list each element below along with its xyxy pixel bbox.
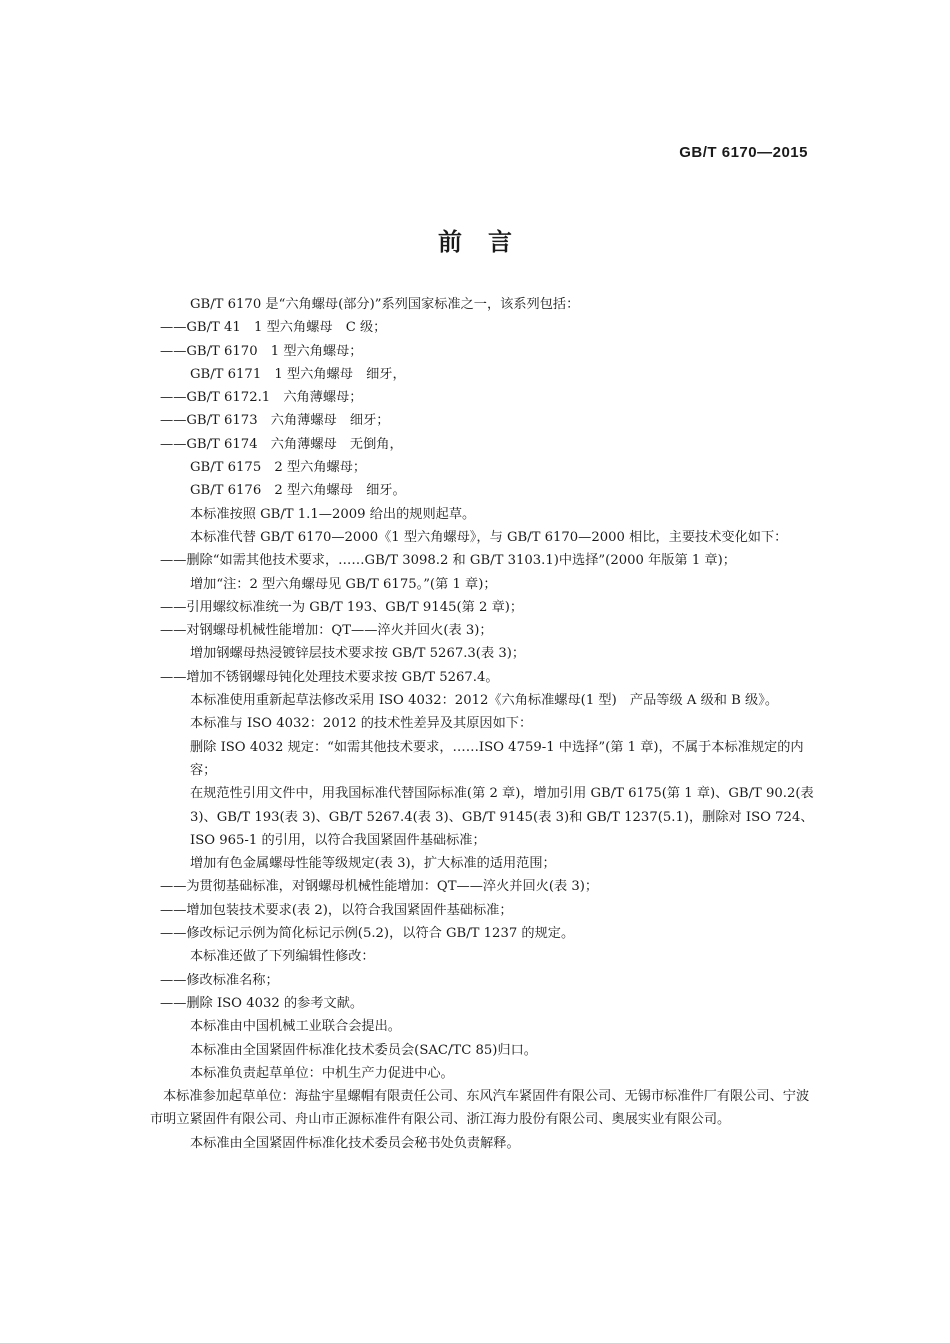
paragraph: ——删除 ISO 4032 的参考文献。	[160, 995, 364, 1011]
paragraph: 增加钢螺母热浸镀锌层技术要求按 GB/T 5267.3(表 3)；	[190, 646, 526, 662]
paragraph: ——增加不锈钢螺母钝化处理技术要求按 GB/T 5267.4。	[160, 669, 499, 685]
paragraph: ——GB/T 6170 1 型六角螺母；	[160, 343, 363, 359]
paragraph: ——GB/T 6173 六角薄螺母 细牙；	[160, 413, 390, 429]
standard-number: GB/T 6170—2015	[679, 144, 808, 161]
paragraph: ——引用螺纹标准统一为 GB/T 193、GB/T 9145(第 2 章)；	[160, 599, 524, 615]
paragraph: GB/T 6176 2 型六角螺母 细牙。	[190, 483, 406, 499]
paragraph: GB/T 6170 是“六角螺母(部分)”系列国家标准之一，该系列包括：	[190, 297, 580, 312]
paragraph: 本标准由全国紧固件标准化技术委员会(SAC/TC 85)归口。	[190, 1042, 537, 1058]
paragraph: ——修改标准名称；	[160, 972, 279, 988]
paragraph: 本标准由全国紧固件标准化技术委员会秘书处负责解释。	[190, 1135, 520, 1151]
paragraph: ——删除“如需其他技术要求，……GB/T 3098.2 和 GB/T 3103.1)中选择”(2000 年版第 1 章)；	[160, 553, 736, 569]
paragraph: 本标准参加起草单位：海盐宇星螺帽有限责任公司、东风汽车紧固件有限公司、无锡市标准件厂有限公司、宁波市明立紧固件有限公司、舟山市正源标准件有限公司、浙江海力股份有限公司、奥展实业有限公司。	[150, 1089, 810, 1128]
paragraph: ——GB/T 6174 六角薄螺母 无倒角，	[160, 436, 403, 452]
paragraph: 本标准还做了下列编辑性修改：	[190, 949, 375, 965]
paragraph: 增加有色金属螺母性能等级规定(表 3)，扩大标准的适用范围；	[190, 856, 556, 872]
paragraph: 本标准由中国机械工业联合会提出。	[190, 1019, 401, 1035]
paragraph: ——GB/T 6172.1 六角薄螺母；	[160, 390, 363, 406]
page-title: 前言	[438, 227, 538, 256]
paragraph: GB/T 6175 2 型六角螺母；	[190, 460, 367, 476]
paragraph: 在规范性引用文件中，用我国标准代替国际标准(第 2 章)，增加引用 GB/T 6175(第 1 章)、GB/T 90.2(表 3)、GB/T 193(表 3)、GB/T 5267.4(表 3)、GB/T 9145(表 3)和 GB/T 1237(5.1)，删除对 ISO 724、ISO 965-1 的引用，以符合我国紧固件基础标准；	[190, 786, 814, 848]
paragraph: ——对钢螺母机械性能增加：QT——淬火并回火(表 3)；	[160, 623, 493, 639]
paragraph: 删除 ISO 4032 规定：“如需其他技术要求，……ISO 4759-1 中选择”(第 1 章)，不属于本标准规定的内容；	[190, 739, 804, 778]
paragraph: ——增加包装技术要求(表 2)，以符合我国紧固件基础标准；	[160, 902, 513, 918]
paragraph: 本标准代替 GB/T 6170—2000《1 型六角螺母》，与 GB/T 6170—2000 相比，主要技术变化如下：	[190, 529, 788, 545]
paragraph: ——修改标记示例为简化标记示例(5.2)，以符合 GB/T 1237 的规定。	[160, 926, 575, 942]
paragraph: 增加“注：2 型六角螺母见 GB/T 6175。”(第 1 章)；	[190, 576, 497, 592]
paragraph: 本标准与 ISO 4032：2012 的技术性差异及其原因如下：	[190, 716, 533, 732]
paragraph: GB/T 6171 1 型六角螺母 细牙，	[190, 366, 406, 382]
paragraph: 本标准负责起草单位：中机生产力促进中心。	[190, 1065, 454, 1081]
paragraph: 本标准按照 GB/T 1.1—2009 给出的规则起草。	[190, 506, 476, 522]
paragraph: 本标准使用重新起草法修改采用 ISO 4032：2012《六角标准螺母(1 型) 产品等级 A 级和 B 级》。	[190, 693, 778, 709]
foreword-body	[150, 293, 818, 1155]
paragraph: ——GB/T 41 1 型六角螺母 C 级；	[160, 320, 387, 336]
paragraph: ——为贯彻基础标准，对钢螺母机械性能增加：QT——淬火并回火(表 3)；	[160, 879, 599, 895]
